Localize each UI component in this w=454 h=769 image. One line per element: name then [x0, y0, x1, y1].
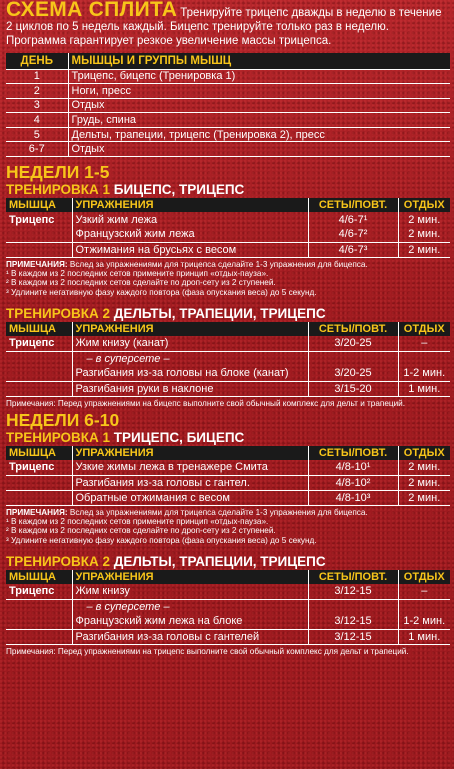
table-row: Трицепс Жим книзу (канат) 3/20-25 –	[6, 336, 450, 351]
day-number: 6-7	[6, 142, 68, 157]
muscles-header: МЫШЦЫ И ГРУППЫ МЫШЦ	[68, 53, 450, 69]
table-header-row	[6, 198, 450, 212]
footnote: ¹ В каждом из 2 последних сетов примените принцип «отдых-пауза».	[6, 517, 269, 526]
table-header-row: МЫШЦА УПРАЖНЕНИЯ СЕТЫ/ПОВТ. ОТДЫХ	[6, 322, 450, 336]
day-number: 5	[6, 127, 68, 142]
weeks-heading: НЕДЕЛИ 1-5	[6, 162, 110, 183]
table-row: Трицепс Узкий жим лежа 4/6-7¹ 2 мин.	[6, 212, 450, 227]
table-row: Французский жим лежа на блоке 3/12-15 1-2 мин.	[6, 614, 450, 629]
table-row: Разгибания из-за головы с гантелей 3/12-15 1 мин.	[6, 629, 450, 644]
footnote: ³ Удлините негативную фазу каждого повтора (фаза опускания веса) до 5 секунд.	[6, 535, 317, 545]
split-days-table	[6, 53, 450, 157]
table-row: Трицепс Узкие жимы лежа в тренажере Смита 4/8-10¹ 2 мин.	[6, 460, 450, 475]
workout-title: ТРЕНИРОВКА 2 ДЕЛЬТЫ, ТРАПЕЦИИ, ТРИЦЕПС	[6, 554, 326, 570]
day-muscles: Трицепс, бицепс (Тренировка 1)	[68, 69, 450, 84]
day-header: ДЕНЬ	[6, 53, 68, 69]
day-row	[6, 84, 450, 99]
workout-title: ТРЕНИРОВКА 2 ДЕЛЬТЫ, ТРАПЕЦИИ, ТРИЦЕПС	[6, 306, 326, 322]
exercises-header: УПРАЖНЕНИЯ	[72, 198, 308, 212]
table-row: Разгибания из-за головы с гантел. 4/8-10² 2 мин.	[6, 475, 450, 490]
day-number: 3	[6, 98, 68, 113]
day-row	[6, 98, 450, 113]
workout-title: ТРЕНИРОВКА 1 БИЦЕПС, ТРИЦЕПС	[6, 182, 245, 198]
day-number: 4	[6, 113, 68, 128]
day-row	[6, 127, 450, 142]
day-muscles: Отдых	[68, 98, 450, 113]
workout-table	[6, 198, 450, 258]
day-muscles: Грудь, спина	[68, 113, 450, 128]
table-row: Французский жим лежа 4/6-7² 2 мин.	[6, 227, 450, 242]
workout-note: Примечания: Перед упражнениями на бицепс выполните свой обычный комплекс для дельт и трапеций.	[6, 398, 406, 408]
table-row: Трицепс Жим книзу 3/12-15 –	[6, 584, 450, 599]
footnote: ² В каждом из 2 последних сетов сделайте по дроп-сету из 2 ступеней.	[6, 526, 276, 536]
days-header-row	[6, 53, 450, 69]
workout-table	[6, 570, 450, 645]
workout-notes: ПРИМЕЧАНИЯ: Вслед за упражнениями для трицепса сделайте 1-3 упражнения для бицепса. ¹ В каждом из 2 последних сетов примените принцип «отдых-пауза». ² В каждом из 2 последних сетов сделайте по дроп-сету из 2 ступеней. ³ Удлините негативную фазу каждого повтора (фаза опускания веса) до 5 секунд.	[6, 508, 450, 546]
muscle-header: МЫШЦА	[6, 198, 72, 212]
day-row	[6, 142, 450, 157]
footnote: ³ Удлините негативную фазу каждого повтора (фаза опускания веса) до 5 секунд.	[6, 287, 317, 297]
intro-text: Тренируйте трицепс дважды в неделю в течение 2 циклов по 5 недель каждый. Бицепс тренируйте только раз в неделю. Программа гарантирует резкое увеличение массы трицепса.	[6, 7, 442, 47]
table-row: Обратные отжимания с весом 4/8-10³ 2 мин.	[6, 490, 450, 505]
workout-table	[6, 322, 450, 397]
workout-note: Примечания: Перед упражнениями на трицепс выполните свой обычный комплекс для дельт и трапеций.	[6, 646, 409, 656]
workout-title: ТРЕНИРОВКА 1 ТРИЦЕПС, БИЦЕПС	[6, 430, 245, 446]
intro	[6, 0, 450, 48]
day-muscles: Дельты, трапеции, трицепс (Тренировка 2), пресс	[68, 127, 450, 142]
footnote: ² В каждом из 2 последних сетов сделайте по дроп-сету из 2 ступеней.	[6, 278, 276, 288]
day-number: 2	[6, 84, 68, 99]
day-number: 1	[6, 69, 68, 84]
weeks-heading: НЕДЕЛИ 6-10	[6, 410, 120, 431]
table-header-row: МЫШЦА УПРАЖНЕНИЯ СЕТЫ/ПОВТ. ОТДЫХ	[6, 446, 450, 460]
table-row: – в суперсете –	[6, 599, 450, 614]
workout-table	[6, 446, 450, 506]
day-row	[6, 69, 450, 84]
rest-header: ОТДЫХ	[398, 198, 450, 212]
table-row: Разгибания руки в наклоне 3/15-20 1 мин.	[6, 381, 450, 396]
day-row	[6, 113, 450, 128]
day-muscles: Ноги, пресс	[68, 84, 450, 99]
intro-title: СХЕМА СПЛИТА	[6, 0, 178, 21]
footnote: ¹ В каждом из 2 последних сетов примените принцип «отдых-пауза».	[6, 268, 269, 278]
day-muscles: Отдых	[68, 142, 450, 157]
table-row: – в суперсете –	[6, 351, 450, 366]
table-row: Отжимания на брусьях с весом 4/6-7³ 2 мин.	[6, 242, 450, 257]
workout-notes: ПРИМЕЧАНИЯ: Вслед за упражнениями для трицепса сделайте 1-3 упражнения для бицепса. ¹ В каждом из 2 последних сетов примените принцип «отдых-пауза». ² В каждом из 2 последних сетов сделайте по дроп-сету из 2 ступеней. ³ Удлините негативную фазу каждого повтора (фаза опускания веса) до 5 секунд.	[6, 260, 450, 298]
table-header-row: МЫШЦА УПРАЖНЕНИЯ СЕТЫ/ПОВТ. ОТДЫХ	[6, 570, 450, 584]
table-row: Разгибания из-за головы на блоке (канат) 3/20-25 1-2 мин.	[6, 366, 450, 381]
sets-header: СЕТЫ/ПОВТ.	[308, 198, 398, 212]
